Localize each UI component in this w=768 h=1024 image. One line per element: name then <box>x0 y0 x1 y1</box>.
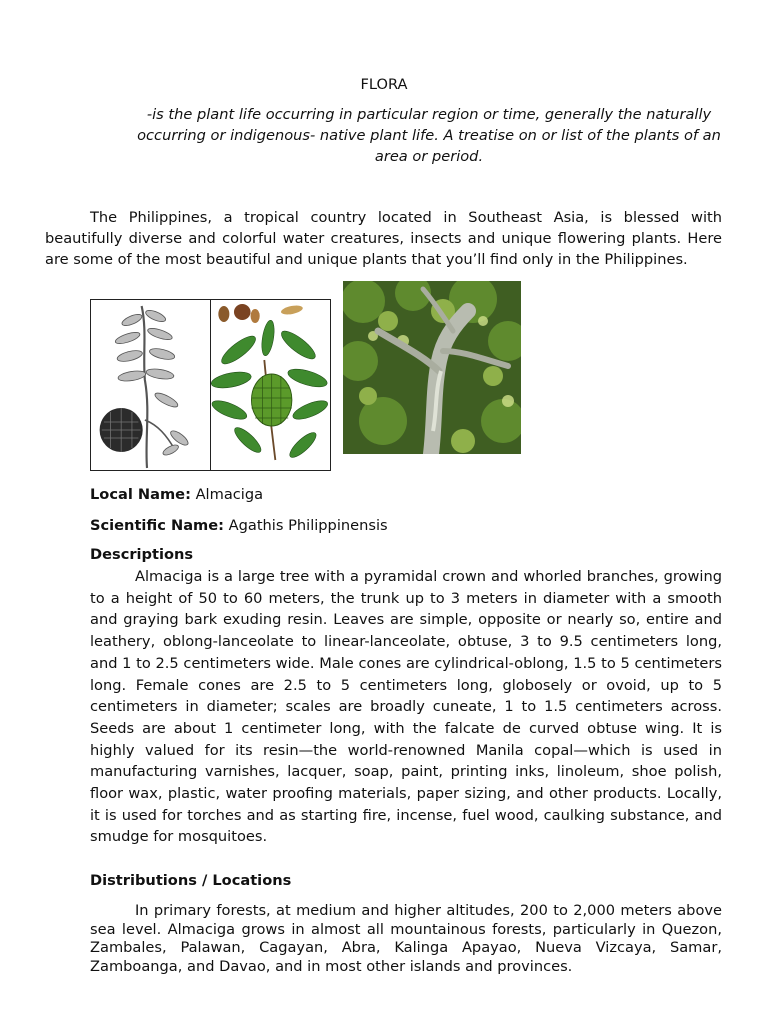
scientific-name-value: Agathis Philippinensis <box>228 517 388 534</box>
descriptions-paragraph: Almaciga is a large tree with a pyramidal crown and whorled branches, growing to a height of 50 to 60 meters, the trunk up to 3 meters in diameter with a smooth and graying bark exuding resin. Leaves are simple, opposite or nearly so, entire and leathery, oblong-lanceolate to linear-lanceolate, obtuse, 3 to 9.5 centimeters long, and 1 to 2.5 centimeters wide. Male cones are cylindrical-oblong, 1.5 to 5 centimeters long. Female cones are 2.5 to 5 centimeters long, globosely or ovoid, up to 5 centimeters in diameter; scales are broadly cuneate, 1 to 1.5 centimeters across. Seeds are about 1 centimeter long, with the falcate de curved obtuse wing. It is highly valued for its resin—the world-renowned Manila copal—which is used in manufacturing varnishes, lacquer, soap, paint, printing inks, linoleum, shoe polish, floor wax, plastic, water proofing materials, paper sizing, and other products. Locally, it is used for torches and as starting fire, incense, fuel wood, caulking substance, and smudge for mosquitoes. <box>90 568 722 846</box>
tree-photo <box>343 281 521 454</box>
distributions-heading: Distributions / Locations <box>90 872 292 889</box>
local-name-label: Local Name: <box>90 486 191 503</box>
botanical-sketch-color <box>211 300 331 470</box>
botanical-illustration <box>90 299 331 471</box>
scientific-name-label: Scientific Name: <box>90 517 224 534</box>
definition-text: -is the plant life occurring in particular region or time, generally the naturally occurring or indigenous- native plant life. A treatise on or list of the plants of an area or period. <box>137 106 721 165</box>
local-name-line <box>90 484 263 505</box>
scientific-name-line <box>90 515 388 536</box>
distributions-paragraph: In primary forests, at medium and higher altitudes, 200 to 2,000 meters above sea level. Almaciga grows in almost all mountainous forests, particularly in Quezon, Zambales, Palawan, Cagayan, Abra, Kalinga Apayao, Nueva Vizcaya, Samar, Zamboanga, and Davao, and in most other islands and provinces. <box>90 902 722 975</box>
page-title: FLORA <box>360 76 408 93</box>
local-name-value: Almaciga <box>195 486 264 503</box>
botanical-sketch-bw <box>91 300 211 470</box>
descriptions-heading: Descriptions <box>90 546 194 563</box>
intro-paragraph: The Philippines, a tropical country located in Southeast Asia, is blessed with beautifully diverse and colorful water creatures, insects and unique flowering plants. Here are some of the most beautiful and unique plants that you’ll find only in the Philippines. <box>45 209 722 268</box>
